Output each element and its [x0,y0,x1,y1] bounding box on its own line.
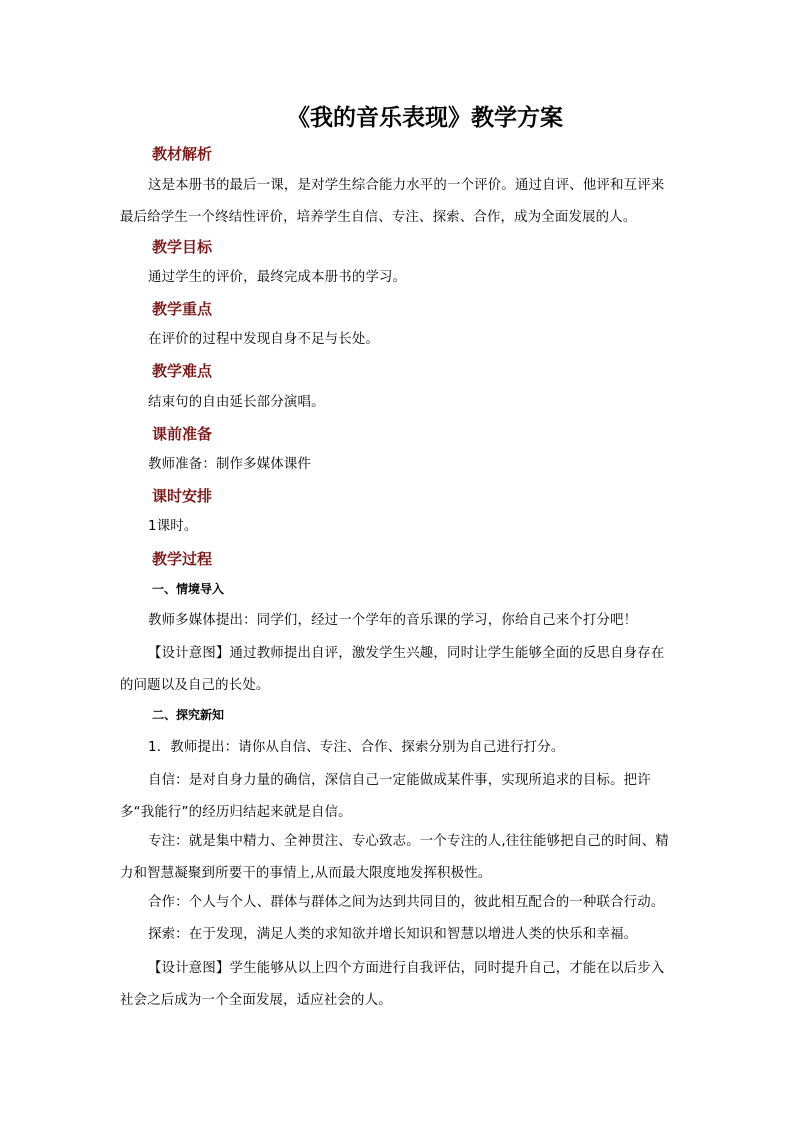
subheading-intro: 一、情境导入 [152,582,225,596]
heading-difficulty: 教学难点 [152,362,213,380]
heading-process: 教学过程 [152,550,213,568]
paragraph-difficulty: 结束句的自由延长部分演唱。 [148,395,325,410]
paragraph-preparation: 教师准备：制作多媒体课件 [148,457,312,472]
paragraph-intro-1: 教师多媒体提出：同学们，经过一个学年的音乐课的学习，你给自己来个打分吧！ [148,613,638,628]
paragraph-cooperation: 合作：个人与个人、群体与群体之间为达到共同目的，彼此相互配合的一种联合行动。 [148,895,665,910]
paragraph-explore-design: 【设计意图】学生能够从以上四个方面进行自我评估，同时提升自己，才能在以后步入社会之后成为一个全面发展，适应社会的人。 [120,961,665,1008]
paragraph-focus: 在评价的过程中发现自身不足与长处。 [148,332,380,347]
paragraph-intro-design: 【设计意图】通过教师提出自评，激发学生兴趣，同时让学生能够全面的反思自身存在的问题以及自己的长处。 [120,646,665,693]
heading-schedule: 课时安排 [152,487,213,505]
paragraph-confidence: 自信：是对自身力量的确信，深信自己一定能做成某件事，实现所追求的目标。把许多“我能行”的经历归结起来就是自信。 [120,773,651,820]
paragraph-analysis: 这是本册书的最后一课，是对学生综合能力水平的一个评价。通过自评、他评和互评来最后给学生一个终结性评价，培养学生自信、专注、探索、合作，成为全面发展的人。 [120,178,665,225]
heading-goal: 教学目标 [152,238,213,256]
paragraph-explore-1: 1．教师提出：请你从自信、专注、合作、探索分别为自己进行打分。 [148,740,565,755]
paragraph-goal: 通过学生的评价，最终完成本册书的学习。 [148,270,407,285]
paragraph-focus-def: 专注：就是集中精力、全神贯注、专心致志。一个专注的人,往往能够把自己的时间、精力和智慧凝聚到所要干的事情上,从而最大限度地发挥积极性。 [120,834,669,881]
heading-focus: 教学重点 [152,300,213,318]
heading-analysis: 教材解析 [152,145,213,163]
paragraph-schedule: 1课时。 [148,519,198,534]
page-title: 《我的音乐表现》教学方案 [287,104,563,131]
heading-preparation: 课前准备 [152,425,213,443]
subheading-explore: 二、探究新知 [152,708,225,722]
paragraph-exploration: 探索：在于发现，满足人类的求知欲并增长知识和智慧以增进人类的快乐和幸福。 [148,927,638,942]
